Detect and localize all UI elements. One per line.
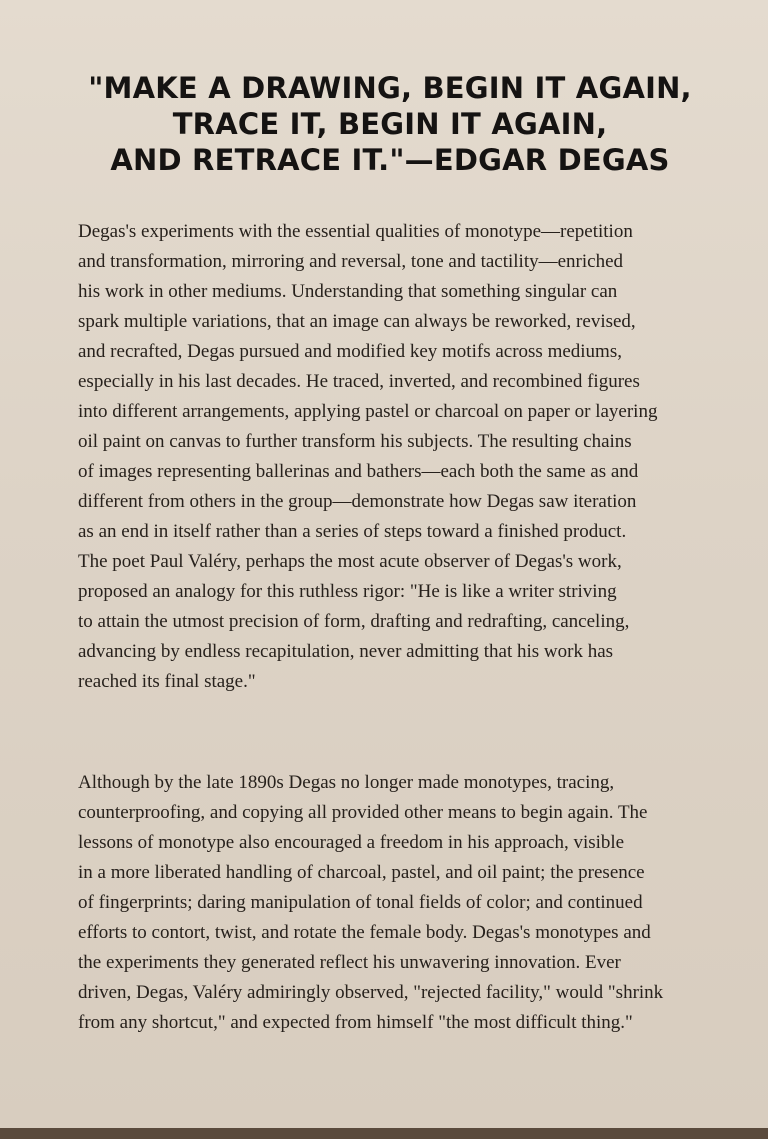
text-line: reached its final stage." — [78, 671, 256, 692]
text-line: as an end in itself rather than a series of steps toward a finished product. — [78, 521, 627, 542]
body-paragraph-2 — [78, 768, 663, 1038]
text-line: his work in other mediums. Understanding that something singular can — [78, 281, 618, 302]
text-line: The poet Paul Valéry, perhaps the most acute observer of Degas's work, — [78, 551, 622, 572]
text-line: of images representing ballerinas and bathers—each both the same as and — [78, 461, 639, 482]
text-line: especially in his last decades. He traced, inverted, and recombined figures — [78, 371, 640, 392]
title-line: TRACE IT, BEGIN IT AGAIN, — [172, 107, 608, 141]
text-line: different from others in the group—demonstrate how Degas saw iteration — [78, 491, 637, 512]
text-line: to attain the utmost precision of form, drafting and redrafting, canceling, — [78, 611, 630, 632]
text-line: counterproofing, and copying all provided other means to begin again. The — [78, 802, 648, 823]
text-line: oil paint on canvas to further transform his subjects. The resulting chains — [78, 431, 632, 452]
text-line: Although by the late 1890s Degas no longer made monotypes, tracing, — [78, 772, 615, 793]
text-line: from any shortcut," and expected from himself "the most difficult thing." — [78, 1012, 633, 1033]
body-paragraph-1 — [78, 217, 657, 697]
text-line: efforts to contort, twist, and rotate the female body. Degas's monotypes and — [78, 922, 651, 943]
title-line: AND RETRACE IT."—EDGAR DEGAS — [110, 143, 670, 177]
text-line: driven, Degas, Valéry admiringly observed, "rejected facility," would "shrink — [78, 982, 664, 1003]
text-line: advancing by endless recapitulation, never admitting that his work has — [78, 641, 614, 662]
text-line: in a more liberated handling of charcoal, pastel, and oil paint; the presence — [78, 862, 645, 883]
wall-shadow-edge — [0, 1128, 768, 1139]
text-line: proposed an analogy for this ruthless rigor: "He is like a writer striving — [78, 581, 617, 602]
text-line: the experiments they generated reflect his unwavering innovation. Ever — [78, 952, 621, 973]
text-line: Degas's experiments with the essential qualities of monotype—repetition — [78, 221, 633, 242]
title-line: "MAKE A DRAWING, BEGIN IT AGAIN, — [88, 71, 692, 105]
text-line: lessons of monotype also encouraged a freedom in his approach, visible — [78, 832, 625, 853]
text-line: and transformation, mirroring and reversal, tone and tactility—enriched — [78, 251, 624, 272]
text-line: spark multiple variations, that an image can always be reworked, revised, — [78, 311, 636, 332]
text-line: and recrafted, Degas pursued and modified key motifs across mediums, — [78, 341, 622, 362]
text-line: into different arrangements, applying pastel or charcoal on paper or layering — [78, 401, 658, 422]
quote-title — [60, 70, 720, 178]
text-line: of fingerprints; daring manipulation of tonal fields of color; and continued — [78, 892, 643, 913]
